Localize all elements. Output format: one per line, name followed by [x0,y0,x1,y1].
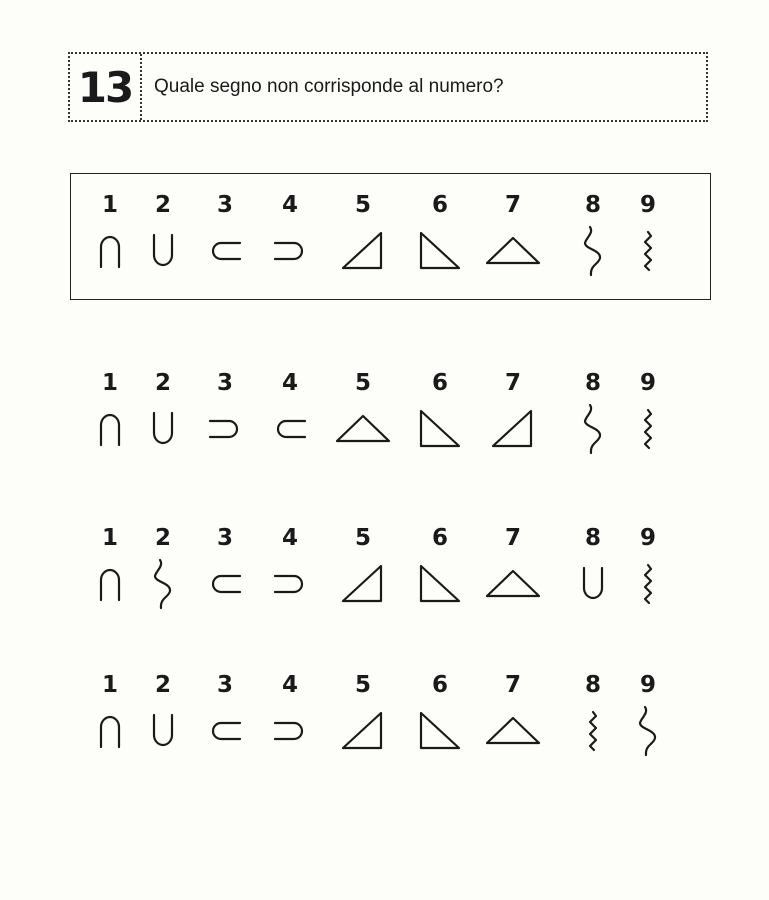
cup-icon [581,566,605,602]
s-curve-icon [581,225,605,277]
sign-number: 5 [354,192,371,218]
arch-icon [98,713,122,749]
sign-number: 3 [216,525,233,551]
sign-number: 9 [639,192,656,218]
sign-number: 9 [639,370,656,396]
sign-number: 2 [154,192,171,218]
sign-number: 9 [639,525,656,551]
cup-icon [151,411,175,447]
sign-number: 4 [281,192,298,218]
sign-number: 1 [101,370,118,396]
sign-number: 9 [639,672,656,698]
s-curve-icon [581,403,605,455]
sign-number: 2 [154,370,171,396]
sign-number: 1 [101,672,118,698]
triangle-up-right-icon [340,230,386,272]
sign-number: 3 [216,672,233,698]
s-curve-icon [636,705,660,757]
triangle-up-right-icon [340,710,386,752]
triangle-down-left-icon [417,408,463,450]
arch-icon [98,411,122,447]
open-right-icon [208,719,242,743]
open-right-icon [208,572,242,596]
zigzag-icon [639,230,657,272]
sign-number: 4 [281,525,298,551]
triangle-peak-icon [484,715,542,747]
sign-number: 6 [431,370,448,396]
triangle-down-left-icon [417,710,463,752]
open-left-icon [273,239,307,263]
sign-number: 5 [354,370,371,396]
sign-number: 7 [504,192,521,218]
sign-number: 8 [584,370,601,396]
zigzag-icon [584,710,602,752]
sign-number: 3 [216,192,233,218]
sign-number: 6 [431,192,448,218]
exercise-question: Quale segno non corrisponde al numero? [154,76,504,97]
sign-row-option-a[interactable] [0,370,769,480]
open-right-icon [273,417,307,441]
arch-icon [98,233,122,269]
sign-number: 6 [431,672,448,698]
open-left-icon [208,417,242,441]
zigzag-icon [639,563,657,605]
exercise-number: 13 [70,54,142,120]
triangle-peak-icon [484,235,542,267]
sign-row-reference [0,192,769,302]
sign-row-option-c[interactable] [0,672,769,782]
sign-number: 2 [154,525,171,551]
sign-number: 7 [504,672,521,698]
sign-number: 4 [281,672,298,698]
triangle-down-left-icon [417,230,463,272]
open-right-icon [208,239,242,263]
sign-number: 8 [584,525,601,551]
cup-icon [151,713,175,749]
sign-number: 7 [504,525,521,551]
triangle-up-right-icon [490,408,536,450]
zigzag-icon [639,408,657,450]
open-left-icon [273,719,307,743]
triangle-down-left-icon [417,563,463,605]
sign-number: 8 [584,672,601,698]
s-curve-icon [151,558,175,610]
sign-number: 8 [584,192,601,218]
sign-row-option-b[interactable] [0,525,769,635]
exercise-header [68,52,708,122]
sign-number: 6 [431,525,448,551]
open-left-icon [273,572,307,596]
triangle-up-right-icon [340,563,386,605]
sign-number: 1 [101,192,118,218]
triangle-peak-icon [334,413,392,445]
sign-number: 2 [154,672,171,698]
sign-number: 5 [354,672,371,698]
sign-number: 4 [281,370,298,396]
sign-number: 1 [101,525,118,551]
sign-number: 7 [504,370,521,396]
triangle-peak-icon [484,568,542,600]
arch-icon [98,566,122,602]
sign-number: 3 [216,370,233,396]
sign-number: 5 [354,525,371,551]
cup-icon [151,233,175,269]
